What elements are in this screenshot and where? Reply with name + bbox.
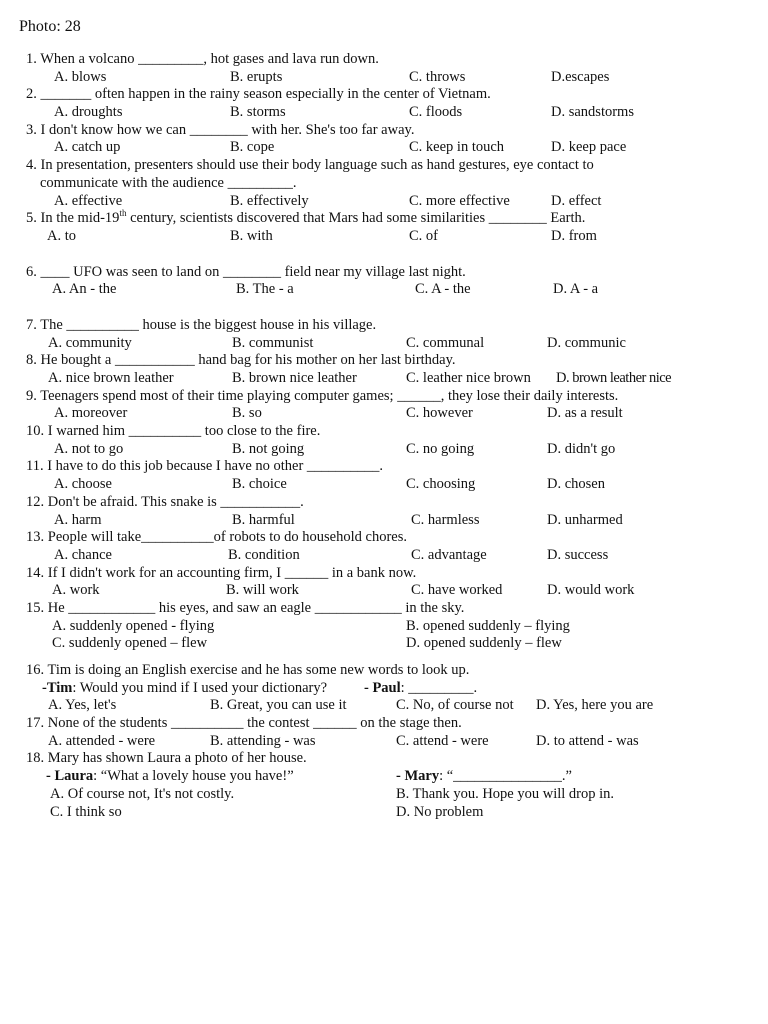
speaker-name: - Laura xyxy=(46,768,94,785)
question-stem: 7. The __________ house is the biggest house in his village. xyxy=(26,316,377,333)
option-d[interactable]: D. success xyxy=(547,546,609,563)
question-8 xyxy=(26,352,756,387)
question-stem-continuation: communicate with the audience _________. xyxy=(40,174,297,191)
option-b[interactable]: B. erupts xyxy=(230,68,283,85)
option-a[interactable]: A. effective xyxy=(54,192,123,209)
question-2 xyxy=(26,86,756,121)
options-row xyxy=(26,618,756,636)
question-stem: 4. In presentation, presenters should use their body language such as hand gestures, eye contact to xyxy=(26,157,594,174)
option-d[interactable]: D. A - a xyxy=(553,281,599,298)
option-d[interactable]: D. as a result xyxy=(547,405,623,422)
speaker-name: - Mary xyxy=(396,768,440,785)
exercise-sheet xyxy=(26,51,756,821)
option-d[interactable]: D. didn't go xyxy=(547,440,616,457)
option-a[interactable]: A. moreover xyxy=(54,405,128,422)
option-b[interactable]: B. opened suddenly – flying xyxy=(406,617,570,634)
option-a[interactable]: A. Of course not, It's not costly. xyxy=(50,785,235,802)
question-stem: 6. ____ UFO was seen to land on ________ field near my village last night. xyxy=(26,263,466,280)
option-c[interactable]: C. keep in touch xyxy=(409,139,505,156)
stem-end: century, scientists discovered that Mars had some similarities ________ Earth. xyxy=(126,210,586,227)
question-6 xyxy=(26,264,756,299)
option-b[interactable]: B. The - a xyxy=(236,281,294,298)
question-15 xyxy=(26,600,756,653)
question-17 xyxy=(26,715,756,750)
question-stem: 13. People will take__________of robots to do household chores. xyxy=(26,529,407,546)
options-row xyxy=(26,635,756,653)
options-row xyxy=(26,405,756,423)
options-row xyxy=(26,804,756,822)
options-row xyxy=(26,104,756,122)
speaker-line: : “_______________.” xyxy=(439,768,572,785)
option-a[interactable]: A. community xyxy=(48,334,132,351)
question-10 xyxy=(26,423,756,458)
question-7 xyxy=(26,317,756,352)
stem-start: 5. In the mid-19 xyxy=(26,210,120,227)
option-d[interactable]: D. Yes, here you are xyxy=(536,697,654,714)
options-row xyxy=(26,193,756,211)
option-c[interactable]: C. suddenly opened – flew xyxy=(52,635,208,652)
option-d[interactable]: D.escapes xyxy=(551,68,610,85)
dialogue-row xyxy=(26,768,756,786)
option-c[interactable]: C. floods xyxy=(409,104,463,121)
option-b[interactable]: B. cope xyxy=(230,139,275,156)
question-9 xyxy=(26,388,756,423)
option-a[interactable]: A. catch up xyxy=(54,139,121,156)
options-row xyxy=(26,281,756,299)
option-b[interactable]: B. effectively xyxy=(230,192,309,209)
question-1 xyxy=(26,51,756,86)
question-stem: 2. _______ often happen in the rainy season especially in the center of Vietnam. xyxy=(26,86,491,103)
options-row xyxy=(26,228,756,246)
option-d[interactable]: D. communic xyxy=(547,334,626,351)
question-stem: 9. Teenagers spend most of their time playing computer games; ______, they lose their daily interests. xyxy=(26,387,619,404)
option-b[interactable]: B. not going xyxy=(232,440,305,457)
option-c[interactable]: C. no going xyxy=(406,440,475,457)
options-row xyxy=(26,441,756,459)
question-stem: 15. He ____________ his eyes, and saw an eagle ____________ in the sky. xyxy=(26,599,465,616)
question-11 xyxy=(26,458,756,493)
options-row xyxy=(26,69,756,87)
question-5 xyxy=(26,210,756,245)
option-c[interactable]: C. A - the xyxy=(415,281,471,298)
option-b[interactable]: B. with xyxy=(230,227,273,244)
options-row xyxy=(26,512,756,530)
option-c[interactable]: C. have worked xyxy=(411,582,503,599)
option-a[interactable]: A. blows xyxy=(54,68,107,85)
option-a[interactable]: A. to xyxy=(47,227,76,244)
speaker-line: : “What a lovely house you have!” xyxy=(93,768,294,785)
question-stem: 14. If I didn't work for an accounting firm, I ______ in a bank now. xyxy=(26,564,417,581)
option-a[interactable]: A. droughts xyxy=(54,104,123,121)
option-d[interactable]: D. to attend - was xyxy=(536,732,639,749)
dialogue-line-2 xyxy=(364,680,477,698)
option-c[interactable]: C. advantage xyxy=(411,546,487,563)
option-a[interactable]: A. chance xyxy=(54,546,112,563)
option-a[interactable]: A. attended - were xyxy=(48,732,156,749)
option-a[interactable]: A. suddenly opened - flying xyxy=(52,617,215,634)
question-4 xyxy=(26,157,756,210)
option-b[interactable]: B. so xyxy=(232,405,262,422)
option-b[interactable]: B. condition xyxy=(228,546,300,563)
option-b[interactable]: B. Thank you. Hope you will drop in. xyxy=(396,785,615,802)
option-a[interactable]: A. nice brown leather xyxy=(48,370,174,386)
photo-label: Photo: 28 xyxy=(19,18,81,35)
options-row xyxy=(26,335,756,353)
speaker-name: - Paul xyxy=(364,679,401,696)
option-a[interactable]: A. Yes, let's xyxy=(48,697,117,714)
option-b[interactable]: B. attending - was xyxy=(210,732,316,749)
option-d[interactable]: D. effect xyxy=(551,192,602,209)
options-row xyxy=(26,370,756,388)
question-3 xyxy=(26,122,756,157)
question-stem: 12. Don't be afraid. This snake is ___________. xyxy=(26,493,304,510)
option-c[interactable]: C. of xyxy=(409,227,438,244)
option-a[interactable]: A. not to go xyxy=(54,440,124,457)
question-stem: 16. Tim is doing an English exercise and he has some new words to look up. xyxy=(26,662,470,678)
option-d[interactable]: D. No problem xyxy=(396,803,484,820)
question-14 xyxy=(26,565,756,600)
option-a[interactable]: A. work xyxy=(52,582,100,599)
dialogue-line-1 xyxy=(42,680,327,698)
option-b[interactable]: B. communist xyxy=(232,334,314,351)
options-row xyxy=(26,786,756,804)
option-c[interactable]: C. more effective xyxy=(409,192,510,209)
question-stem: 8. He bought a ___________ hand bag for his mother on her last birthday. xyxy=(26,352,456,369)
question-12 xyxy=(26,494,756,529)
speaker-name: -Tim xyxy=(42,679,73,696)
question-stem: 10. I warned him __________ too close to the fire. xyxy=(26,423,321,440)
question-18 xyxy=(26,750,756,821)
question-stem xyxy=(26,210,756,228)
option-c[interactable]: C. No, of course not xyxy=(396,697,514,714)
question-16 xyxy=(26,662,756,715)
option-c[interactable]: C. communal xyxy=(406,334,485,351)
option-b[interactable]: B. will work xyxy=(226,582,299,599)
options-row xyxy=(26,697,756,715)
spacer xyxy=(26,653,756,662)
option-c[interactable]: C. choosing xyxy=(406,476,476,493)
option-a[interactable]: A. harm xyxy=(54,511,102,528)
option-b[interactable]: B. storms xyxy=(230,104,286,121)
speaker-line: : _________. xyxy=(400,679,478,696)
dialogue-row xyxy=(26,680,756,698)
question-stem: 11. I have to do this job because I have no other __________. xyxy=(26,458,384,475)
option-b[interactable]: B. harmful xyxy=(232,511,295,528)
options-row xyxy=(26,733,756,751)
option-d[interactable]: D. keep pace xyxy=(551,139,627,156)
speaker-line: : Would you mind if I used your dictionary? xyxy=(72,679,328,696)
spacer xyxy=(26,246,756,264)
question-stem: 3. I don't know how we can ________ with her. She's too far away. xyxy=(26,121,415,138)
question-stem: 17. None of the students __________ the contest ______ on the stage then. xyxy=(26,715,462,732)
option-d[interactable]: D. unharmed xyxy=(547,511,623,528)
option-c[interactable]: C. I think so xyxy=(50,803,122,820)
ordinal-suffix: th xyxy=(119,208,127,219)
dialogue-line-1 xyxy=(46,768,294,786)
question-stem: 18. Mary has shown Laura a photo of her house. xyxy=(26,750,307,767)
question-13 xyxy=(26,529,756,564)
option-d[interactable]: D. would work xyxy=(547,582,635,599)
option-b[interactable]: B. brown nice leather xyxy=(232,370,357,386)
option-b[interactable]: B. Great, you can use it xyxy=(210,697,347,714)
question-stem: 1. When a volcano _________, hot gases and lava run down. xyxy=(26,51,379,67)
dialogue-line-2 xyxy=(396,768,572,786)
option-c[interactable]: C. leather nice brown xyxy=(406,370,531,386)
option-c[interactable]: C. throws xyxy=(409,68,466,85)
option-b[interactable]: B. choice xyxy=(232,476,287,493)
option-d[interactable]: D. from xyxy=(551,227,597,244)
options-row xyxy=(26,547,756,565)
option-c[interactable]: C. attend - were xyxy=(396,732,489,749)
option-c[interactable]: C. harmless xyxy=(411,511,480,528)
option-d[interactable]: D. sandstorms xyxy=(551,104,634,121)
option-a[interactable]: A. An - the xyxy=(52,281,117,298)
option-a[interactable]: A. choose xyxy=(54,476,112,493)
spacer xyxy=(26,299,756,317)
options-row xyxy=(26,139,756,157)
option-d[interactable]: D. chosen xyxy=(547,476,605,493)
options-row xyxy=(26,582,756,600)
option-c[interactable]: C. however xyxy=(406,405,473,422)
option-d[interactable]: D. opened suddenly – flew xyxy=(406,635,562,652)
option-d[interactable]: D. brown leather nice xyxy=(556,370,672,386)
options-row xyxy=(26,476,756,494)
